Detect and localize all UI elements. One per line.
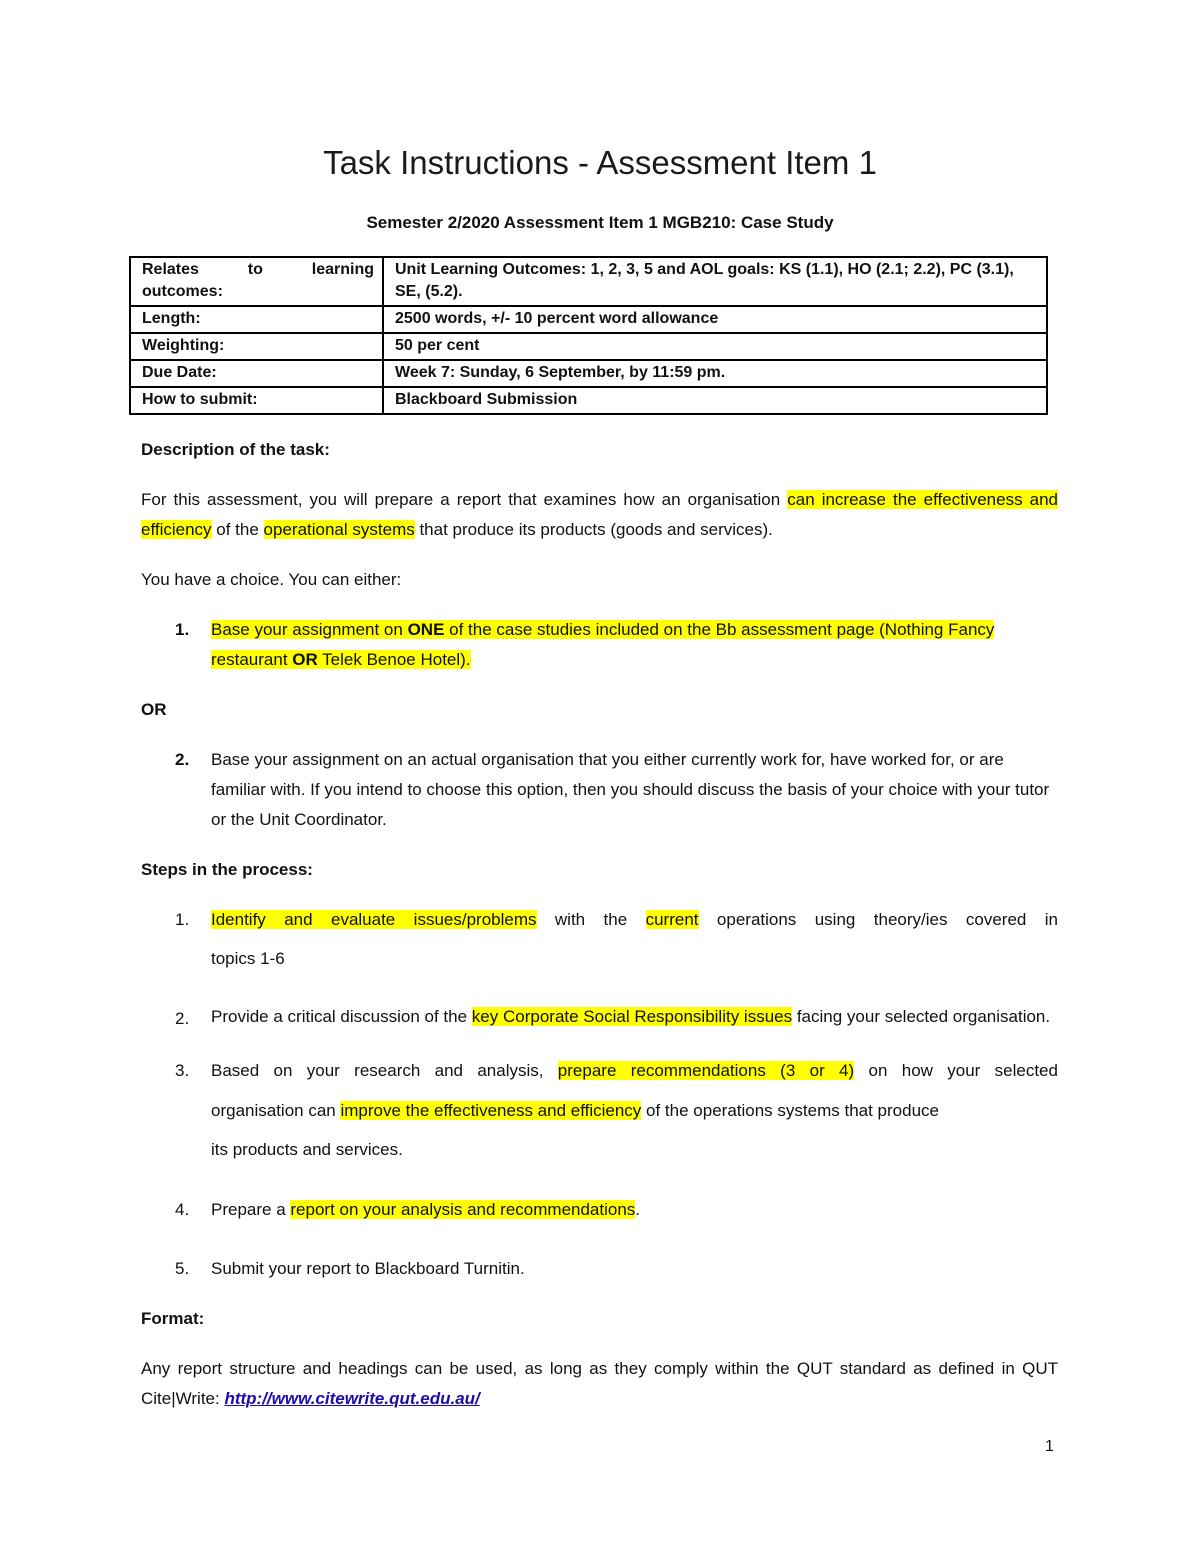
citewrite-link[interactable]: http://www.citewrite.qut.edu.au/ (224, 1389, 480, 1408)
table-row (130, 306, 1047, 333)
table-label-cell: Relates to learning outcomes: (130, 257, 383, 306)
table-row (130, 387, 1047, 414)
step-number: 3. (175, 1061, 190, 1080)
steps-heading: Steps in the process: (141, 860, 313, 879)
step-3-continuation: its products and services. (211, 1140, 403, 1159)
document-subtitle: Semester 2/2020 Assessment Item 1 MGB210: Case Study (366, 213, 834, 232)
table-value-cell: Week 7: Sunday, 6 September, by 11:59 pm. (383, 360, 1047, 387)
table-label-cell: Length: (130, 306, 383, 333)
document-title: Task Instructions - Assessment Item 1 (323, 144, 877, 181)
table-value-cell: 2500 words, +/- 10 percent word allowance (383, 306, 1047, 333)
format-heading: Format: (141, 1309, 205, 1328)
option-2-text: Base your assignment on an actual organisation that you either currently work for, have worked for, or are familiar with. If you intend to choose this option, then you should discuss the basis of your choice with your tutor or the Unit Coordinator. (211, 750, 1050, 829)
step-number: 2. (175, 1009, 190, 1028)
step-number: 4. (175, 1200, 190, 1219)
step-number: 1. (175, 910, 190, 929)
table-row (130, 360, 1047, 387)
table-value-cell: Unit Learning Outcomes: 1, 2, 3, 5 and AOL goals: KS (1.1), HO (2.1; 2.2), PC (3.1), SE, (5.2). (383, 257, 1047, 306)
step-3-continuation: organisation can improve the effectiveness and efficiency of the operations systems that produce (211, 1101, 939, 1120)
step-3-text: Based on your research and analysis, prepare recommendations (3 or 4) on how your selected (211, 1061, 1058, 1080)
table-label-cell: Due Date: (130, 360, 383, 387)
option-number: 1. (175, 620, 190, 639)
table-value-cell: 50 per cent (383, 333, 1047, 360)
step-2-text: Provide a critical discussion of the key Corporate Social Responsibility issues facing your selected organisation. (211, 1007, 1051, 1026)
assessment-info-table (129, 256, 1048, 415)
step-4-text: Prepare a report on your analysis and recommendations. (211, 1200, 641, 1219)
page-number: 1 (1045, 1438, 1054, 1455)
format-paragraph: Any report structure and headings can be used, as long as they comply within the QUT standard as defined in QUT Cite|Write: http://www.citewrite.qut.edu.au/ (141, 1359, 1058, 1408)
table-row (130, 333, 1047, 360)
step-number: 5. (175, 1259, 190, 1278)
description-paragraph: For this assessment, you will prepare a report that examines how an organisation can increase the effectiveness and efficiency of the operational systems that produce its products (goods and services). (141, 490, 1058, 539)
table-label-cell: Weighting: (130, 333, 383, 360)
option-number: 2. (175, 750, 190, 769)
table-label-cell: How to submit: (130, 387, 383, 414)
table-value-cell: Blackboard Submission (383, 387, 1047, 414)
choice-text: You have a choice. You can either: (141, 570, 402, 589)
step-1-continuation: topics 1-6 (211, 949, 285, 968)
description-heading: Description of the task: (141, 440, 330, 459)
or-text: OR (141, 700, 167, 719)
option-1-text: Base your assignment on ONE of the case studies included on the Bb assessment page (Nothing Fancy restaurant OR Telek Benoe Hotel). (211, 620, 995, 669)
step-5-text: Submit your report to Blackboard Turnitin. (211, 1259, 525, 1278)
step-1-text: Identify and evaluate issues/problems with the current operations using theory/ies covered in (211, 910, 1058, 929)
table-row (130, 257, 1047, 306)
